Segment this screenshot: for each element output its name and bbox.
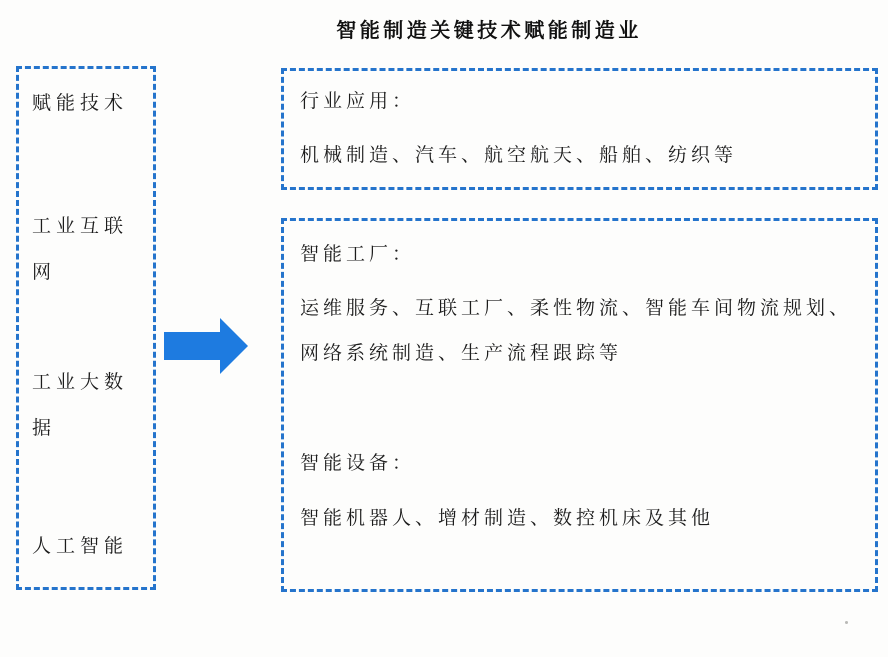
industry-application-body: 机械制造、汽车、航空航天、船舶、纺织等 [300,144,738,166]
smart-equipment-line1: 智能机器人、增材制造、数控机床及其他 [300,507,715,529]
tech-item-industrial-internet: 工业互联网 [32,215,129,283]
tech-item-enabling-technology: 赋能技术 [32,92,129,114]
scan-artifact-dot [845,621,848,624]
smart-equipment-heading: 智能设备： [300,452,416,474]
smart-factory-equipment-box [281,218,878,592]
smart-factory-line2: 网络系统制造、生产流程跟踪等 [300,342,623,364]
smart-factory-heading: 智能工厂： [300,243,416,265]
industry-application-box [281,68,878,190]
arrow-body [164,332,221,360]
diagram-title: 智能制造关键技术赋能制造业 [336,18,642,42]
industry-application-heading: 行业应用： [300,90,416,112]
tech-item-industrial-big-data: 工业大数据 [32,371,129,439]
tech-item-artificial-intelligence: 人工智能 [32,535,129,557]
enabling-tech-box [16,66,156,590]
arrow-head [220,318,248,374]
right-arrow-icon [164,318,248,374]
smart-factory-line1: 运维服务、互联工厂、柔性物流、智能车间物流规划、 [300,297,853,319]
